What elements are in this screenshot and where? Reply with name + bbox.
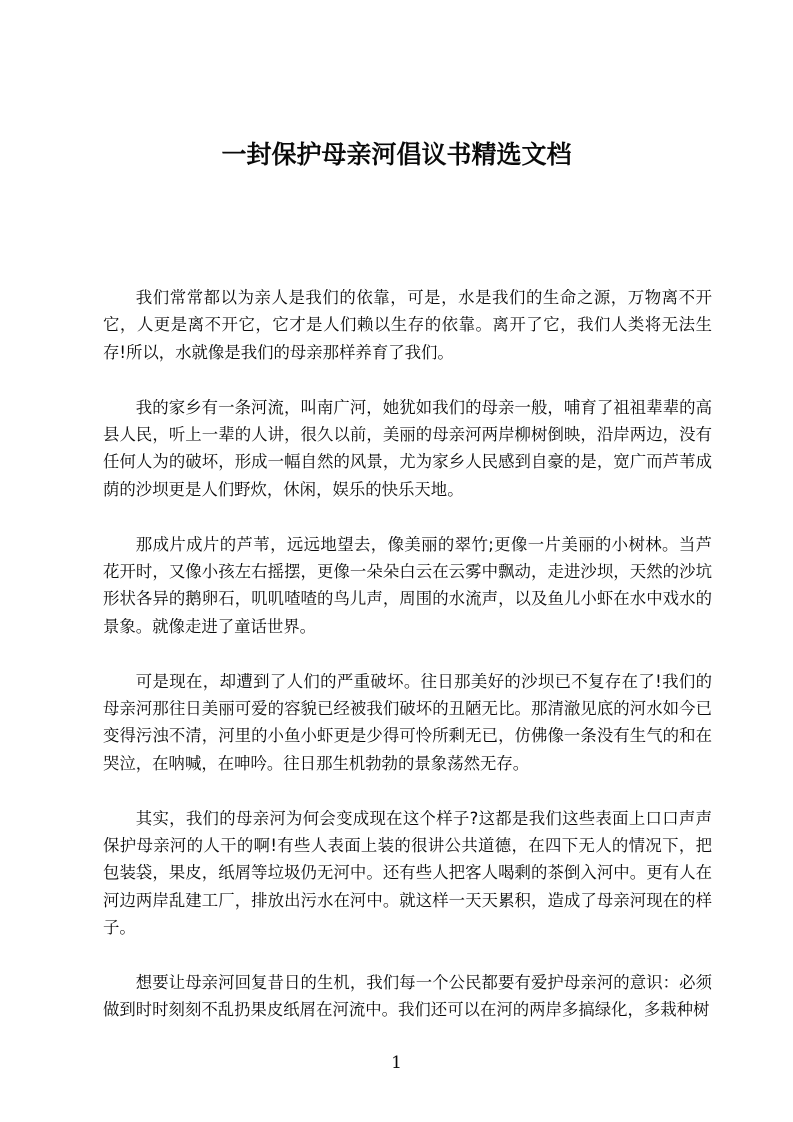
document-body bbox=[103, 284, 712, 1051]
paragraph: 可是现在，却遭到了人们的严重破坏。往日那美好的沙坝已不复存在了!我们的母亲河那往日美丽可爱的容貌已经被我们破坏的丑陋无比。那清澈见底的河水如今已变得污浊不清，河里的小鱼小虾更是少得可怜所剩无已，仿佛像一条没有生气的和在哭泣，在呐喊，在呻吟。往日那生机勃勃的景象荡然无存。 bbox=[103, 671, 712, 773]
paragraph: 想要让母亲河回复昔日的生机，我们每一个公民都要有爱护母亲河的意识：必须做到时时刻刻不乱扔果皮纸屑在河流中。我们还可以在河的两岸多搞绿化，多栽种树 bbox=[103, 973, 712, 1020]
paragraph: 其实，我们的母亲河为何会变成现在这个样子?这都是我们这些表面上口口声声保护母亲河的人干的啊!有些人表面上装的很讲公共道德，在四下无人的情况下，把包装袋，果皮，纸屑等垃圾仍无河中。还有些人把客人喝剩的茶倒入河中。更有人在河边两岸乱建工厂，排放出污水在河中。就这样一天天累积，造成了母亲河现在的样子。 bbox=[103, 808, 712, 938]
page-number: 1 bbox=[391, 1053, 402, 1073]
document-title: 一封保护母亲河倡议书精选文档 bbox=[221, 140, 572, 169]
paragraph: 我们常常都以为亲人是我们的依靠，可是，水是我们的生命之源，万物离不开它，人更是离不开它，它才是人们赖以生存的依靠。离开了它，我们人类将无法生存!所以，水就像是我们的母亲那样养育了我们。 bbox=[103, 288, 712, 362]
paragraph: 那成片成片的芦苇，远远地望去，像美丽的翠竹;更像一片美丽的小树林。当芦花开时，又像小孩左右摇摆，更像一朵朵白云在云雾中飘动，走进沙坝，天然的沙坑形状各异的鹅卵石，叽叽喳喳的鸟儿声，周围的水流声，以及鱼儿小虾在水中戏水的景象。就像走进了童话世界。 bbox=[103, 534, 712, 636]
paragraph: 我的家乡有一条河流，叫南广河，她犹如我们的母亲一般，哺育了祖祖辈辈的高县人民，听上一辈的人讲，很久以前，美丽的母亲河两岸柳树倒映，沿岸两边，没有任何人为的破坏，形成一幅自然的风景，尤为家乡人民感到自豪的是，宽广而芦苇成荫的沙坝更是人们野炊，休闲，娱乐的快乐天地。 bbox=[103, 397, 712, 499]
